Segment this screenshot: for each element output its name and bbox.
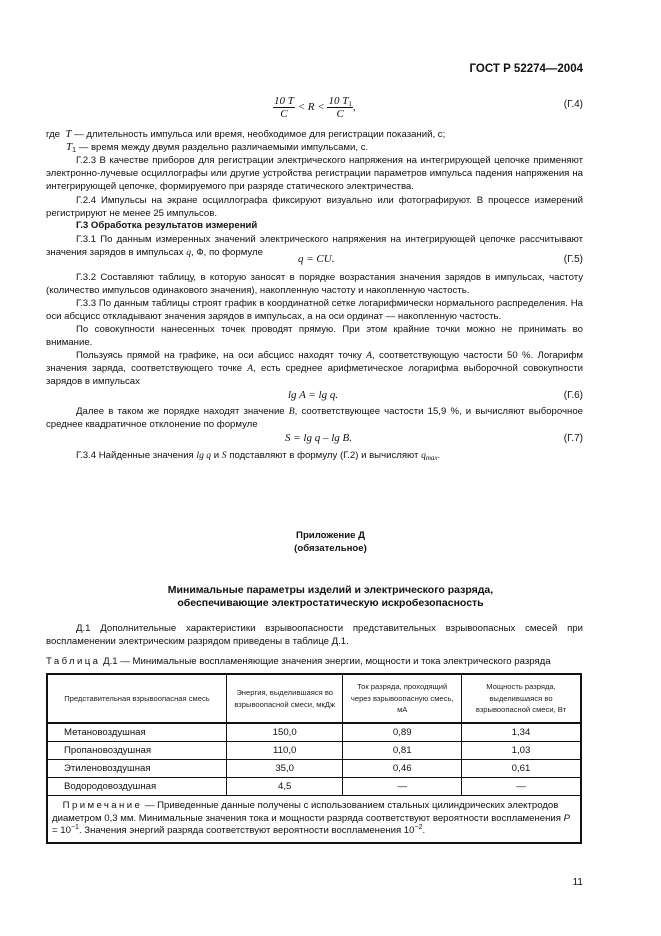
table-header-row [47, 674, 581, 723]
formula-g5-label: (Г.5) [563, 254, 583, 265]
appendix-status: (обязательное) [294, 543, 367, 554]
paragraph-g3-3-point-a: Пользуясь прямой на графике, на оси абсцисс находят точку A, соответствующую частости 50 %. Логарифм значения заряда, соответствующего точке A, есть среднее арифметическое логарифма выборочной совокупности зарядов в импульсах [46, 350, 583, 388]
table-row: Водородовоздушная 4,5 — — [47, 778, 581, 796]
section-heading-g3: Г.3 Обработка результатов измерений [76, 220, 258, 231]
formula-g7-label: (Г.7) [563, 433, 583, 444]
paragraph-g3-4: Г.3.4 Найденные значения lg q и S подставляют в формулу (Г.2) и вычисляют $q_{max}$. [76, 450, 441, 462]
paragraph-g3-3: Г.3.3 По данным таблицы строят график в координатной сетке логарифмически нормального распределения. На оси абсцисс откладывают значения зарядов в импульсах, а на оси ординат — накопленную частость. [46, 298, 583, 323]
appendix-heading-line2: обеспечивающие электростатическую искробезопасность [177, 597, 484, 609]
paragraph-g3-1: Г.3.1 По данным измеренных значений электрического напряжения на интегрирующей цепочке рассчитывают значения зарядов в импульсах q, Ф, по формуле [46, 234, 583, 259]
definition-t: где T — длительность импульса или время, необходимое для регистрации показаний, с; [46, 128, 446, 140]
table-row: Пропановоздушная 110,0 0,81 1,03 [47, 742, 581, 760]
paragraph-g2-4: Г.2.4 Импульсы на экране осциллографа фиксируют визуально или фотографируют. В процессе измерений регистрируют не менее 25 импульсов. [46, 195, 583, 220]
appendix-heading-line1: Минимальные параметры изделий и электрического разряда, [167, 584, 494, 596]
formula-g5: q = CU. [298, 253, 335, 265]
definition-t1: $T_1$ — время между двумя раздельно различаемыми импульсами, с. [66, 141, 369, 154]
appendix-title: Приложение Д [296, 530, 365, 541]
table-caption: Таблица Д.1 — Минимальные воспламеняющие значения энергии, мощности и тока электрического разряда [46, 656, 551, 667]
paragraph-g3-2: Г.3.2 Составляют таблицу, в которую заносят в порядке возрастания значения зарядов в импульсах, частоту (количество импульсов одинакового значения), накопленную частоту и накопленную частость. [46, 272, 583, 297]
formula-g7: S = lg q – lg B. [285, 432, 353, 444]
document-standard-number: ГОСТ Р 52274—2004 [469, 63, 583, 75]
table-note: Примечание — Приведенные данные получены с использованием стальных цилиндрических электродов диаметром 0,3 мм. Минимальные значения тока и мощности разряда соответствуют вероятности воспламенения $P = 10^{-1}$. Значения энергий разряда соответствуют вероятности воспламенения $10^{-2}$. [47, 796, 581, 844]
table-d1 [46, 673, 582, 844]
paragraph-g2-3: Г.2.3 В качестве приборов для регистрации электрического напряжения на интегрирующей цепочке применяют электронно-лучевые осциллографы или другие устройства регистрации параметров импульса падения напряжения на интегрирующей цепочке, формируемого при разряде статического электричества. [46, 155, 583, 193]
formula-g4: $\frac{10 T}{C}$ < R < $\frac{10 T_1}{C}$ , [274, 95, 356, 120]
page-number: 11 [572, 877, 583, 888]
formula-g6: lg A = lg q. [288, 389, 339, 401]
column-header-energy: Энергия, выделившаяся во взрывоопасной смеси, мкДж [226, 674, 343, 723]
formula-g4-label: (Г.4) [563, 99, 583, 110]
paragraph-d1: Д.1 Дополнительные характеристики взрывоопасности представительных взрывоопасных смесей при воспламенении электрическим разрядом приведены в таблице Д.1. [46, 623, 583, 648]
column-header-current: Ток разряда, проходящий через взрывоопасную смесь, мА [343, 674, 462, 723]
column-header-mixture: Представительная взрывоопасная смесь [47, 674, 226, 723]
column-header-power: Мощность разряда, выделившаяся во взрывоопасной смеси, Вт [461, 674, 581, 723]
paragraph-g3-3-point-b: Далее в таком же порядке находят значение B, соответствующее частости 15,9 %, и вычисляют выборочное среднее квадратичное отклонение по формуле [46, 406, 583, 431]
paragraph-g3-3-line-fit: По совокупности нанесенных точек проводят прямую. При этом крайние точки можно не принимать во внимание. [46, 324, 583, 349]
formula-g6-label: (Г.6) [563, 390, 583, 401]
table-note-row [47, 796, 581, 844]
table-row: Метановоздушная 150,0 0,89 1,34 [47, 723, 581, 742]
table-row: Этиленовоздушная 35,0 0,46 0,61 [47, 760, 581, 778]
